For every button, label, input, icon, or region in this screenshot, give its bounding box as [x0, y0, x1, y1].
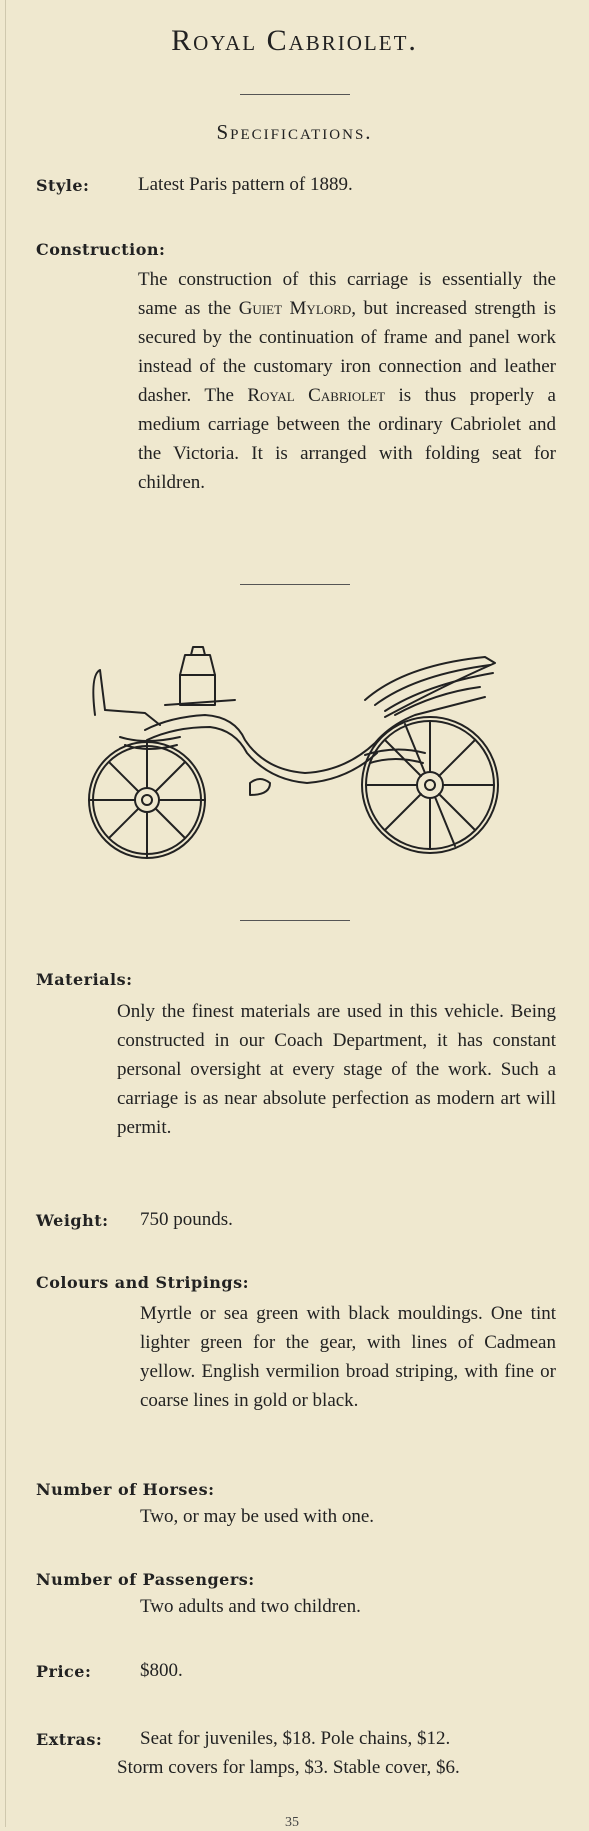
- weight-value: 750 pounds.: [140, 1209, 233, 1230]
- colours-label: Colours and Stripings:: [36, 1273, 250, 1292]
- style-label: Style:: [36, 176, 90, 195]
- extras-first-line: Seat for juveniles, $18. Pole chains, $12.: [140, 1728, 451, 1749]
- page-number: 35: [285, 1815, 299, 1830]
- guiet-mylord-name: Guiet Mylord: [238, 298, 352, 319]
- price-value: $800.: [140, 1660, 183, 1681]
- weight-label: Weight:: [36, 1211, 109, 1230]
- price-label: Price:: [36, 1662, 92, 1681]
- construction-text: [138, 265, 556, 497]
- construction-label: Construction:: [36, 240, 166, 259]
- style-value: Latest Paris pattern of 1889.: [138, 174, 353, 195]
- passengers-label: Number of Passengers:: [36, 1570, 255, 1589]
- passengers-text: Two adults and two children.: [140, 1596, 361, 1617]
- materials-text: Only the finest materials are used in this vehicle. Being constructed in our Coach Department, it has constant personal oversight at every stage of the work. Such a carriage is as near absolute perfection as modern art will permit.: [117, 1001, 556, 1138]
- extras-rest: Storm covers for lamps, $3. Stable cover, $6.: [117, 1757, 460, 1778]
- horses-text: Two, or may be used with one.: [140, 1506, 375, 1527]
- specifications-heading: Specifications.: [216, 120, 373, 144]
- construction-text-before: The construction of this carriage is essentially the same as the: [138, 269, 556, 319]
- construction-text-after: is thus properly a medium carriage between the ordinary Cabriolet and the Victoria. It is arranged with folding seat for children.: [138, 385, 556, 493]
- horses-label: Number of Horses:: [36, 1480, 215, 1499]
- royal-cabriolet-name: Royal Cabriolet: [247, 385, 386, 406]
- colours-text: Myrtle or sea green with black mouldings. One tint lighter green for the gear, with lines of Cadmean yellow. English vermilion broad striping, with fine or coarse lines in gold or black.: [140, 1303, 556, 1411]
- extras-label: Extras:: [36, 1730, 103, 1749]
- carriage-illustration: [85, 645, 505, 875]
- materials-label: Materials:: [36, 970, 133, 989]
- section-divider-bottom: [240, 920, 350, 921]
- page-title: Royal Cabriolet.: [171, 24, 418, 57]
- construction-text-middle: , but increased strength is secured by the continuation of frame and panel work instead of the customary iron connection and leather dasher. The: [138, 298, 556, 406]
- section-divider-top: [240, 584, 350, 585]
- title-divider: [240, 94, 350, 95]
